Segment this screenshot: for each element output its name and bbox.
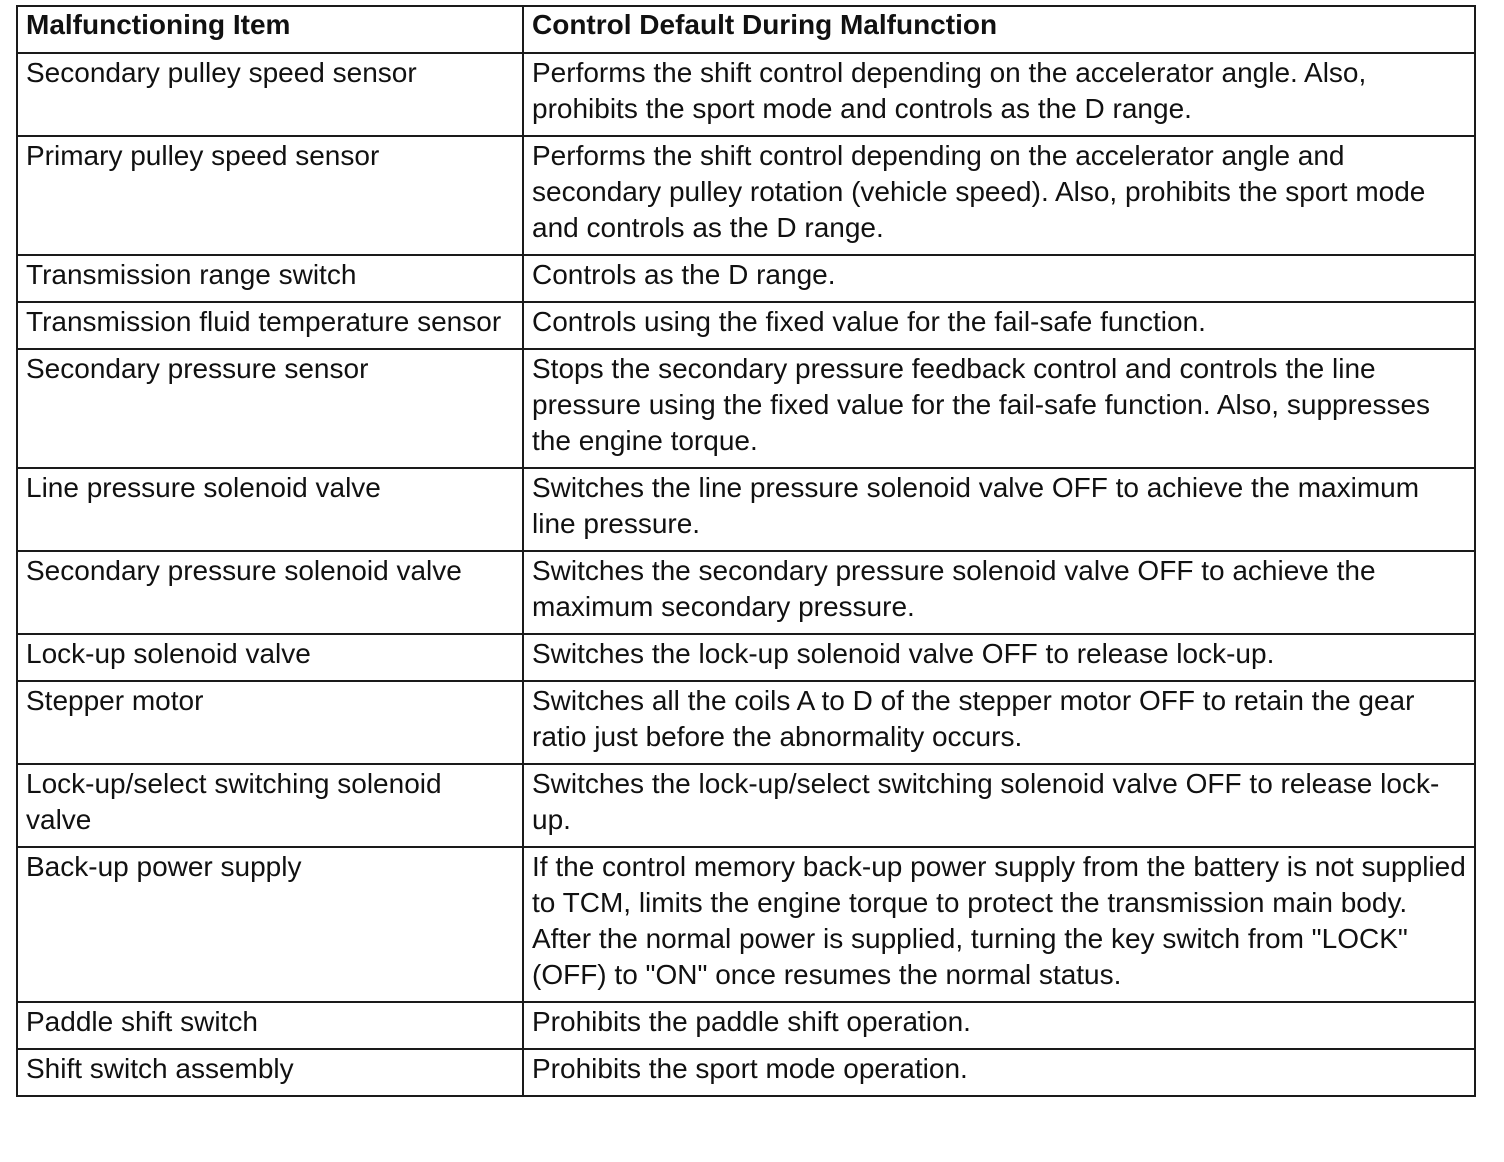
table-row: [17, 349, 1475, 468]
table-row: [17, 468, 1475, 551]
header-malfunctioning-item: Malfunctioning Item: [17, 6, 523, 53]
malfunctioning-item-cell: Back-up power supply: [17, 847, 523, 1002]
malfunctioning-item-cell: Shift switch assembly: [17, 1049, 523, 1096]
table-row: [17, 764, 1475, 847]
malfunctioning-item-cell: Primary pulley speed sensor: [17, 136, 523, 255]
table-row: [17, 53, 1475, 136]
table-row: [17, 302, 1475, 349]
malfunctioning-item-cell: Stepper motor: [17, 681, 523, 764]
malfunctioning-item-cell: Lock-up/select switching solenoid valve: [17, 764, 523, 847]
control-default-cell: Switches the lock-up solenoid valve OFF to release lock-up.: [523, 634, 1475, 681]
control-default-cell: Performs the shift control depending on the accelerator angle and secondary pulley rotation (vehicle speed). Also, prohibits the sport mode and controls as the D range.: [523, 136, 1475, 255]
table-row: [17, 1049, 1475, 1096]
control-default-cell: Stops the secondary pressure feedback control and controls the line pressure using the fixed value for the fail-safe function. Also, suppresses the engine torque.: [523, 349, 1475, 468]
control-default-cell: Controls using the fixed value for the fail-safe function.: [523, 302, 1475, 349]
control-default-cell: Prohibits the sport mode operation.: [523, 1049, 1475, 1096]
malfunctioning-item-cell: Transmission range switch: [17, 255, 523, 302]
control-default-cell: Performs the shift control depending on the accelerator angle. Also, prohibits the sport mode and controls as the D range.: [523, 53, 1475, 136]
malfunctioning-item-cell: Secondary pulley speed sensor: [17, 53, 523, 136]
control-default-cell: Prohibits the paddle shift operation.: [523, 1002, 1475, 1049]
control-default-cell: Switches the lock-up/select switching solenoid valve OFF to release lock-up.: [523, 764, 1475, 847]
table-row: [17, 551, 1475, 634]
control-default-cell: If the control memory back-up power supply from the battery is not supplied to TCM, limits the engine torque to protect the transmission main body. After the normal power is supplied, turning the key switch from "LOCK" (OFF) to "ON" once resumes the normal status.: [523, 847, 1475, 1002]
malfunctioning-item-cell: Paddle shift switch: [17, 1002, 523, 1049]
table-row: [17, 136, 1475, 255]
control-default-cell: Switches the secondary pressure solenoid valve OFF to achieve the maximum secondary pressure.: [523, 551, 1475, 634]
control-default-cell: Switches the line pressure solenoid valve OFF to achieve the maximum line pressure.: [523, 468, 1475, 551]
header-row: [17, 6, 1475, 53]
table-row: [17, 1002, 1475, 1049]
malfunctioning-item-cell: Line pressure solenoid valve: [17, 468, 523, 551]
malfunctioning-item-cell: Lock-up solenoid valve: [17, 634, 523, 681]
malfunctioning-item-cell: Transmission fluid temperature sensor: [17, 302, 523, 349]
control-default-cell: Controls as the D range.: [523, 255, 1475, 302]
malfunctioning-item-cell: Secondary pressure solenoid valve: [17, 551, 523, 634]
table-row: [17, 634, 1475, 681]
fail-safe-table: [16, 5, 1476, 1097]
table-row: [17, 847, 1475, 1002]
header-control-default: Control Default During Malfunction: [523, 6, 1475, 53]
table-row: [17, 681, 1475, 764]
malfunctioning-item-cell: Secondary pressure sensor: [17, 349, 523, 468]
table-row: [17, 255, 1475, 302]
control-default-cell: Switches all the coils A to D of the stepper motor OFF to retain the gear ratio just before the abnormality occurs.: [523, 681, 1475, 764]
